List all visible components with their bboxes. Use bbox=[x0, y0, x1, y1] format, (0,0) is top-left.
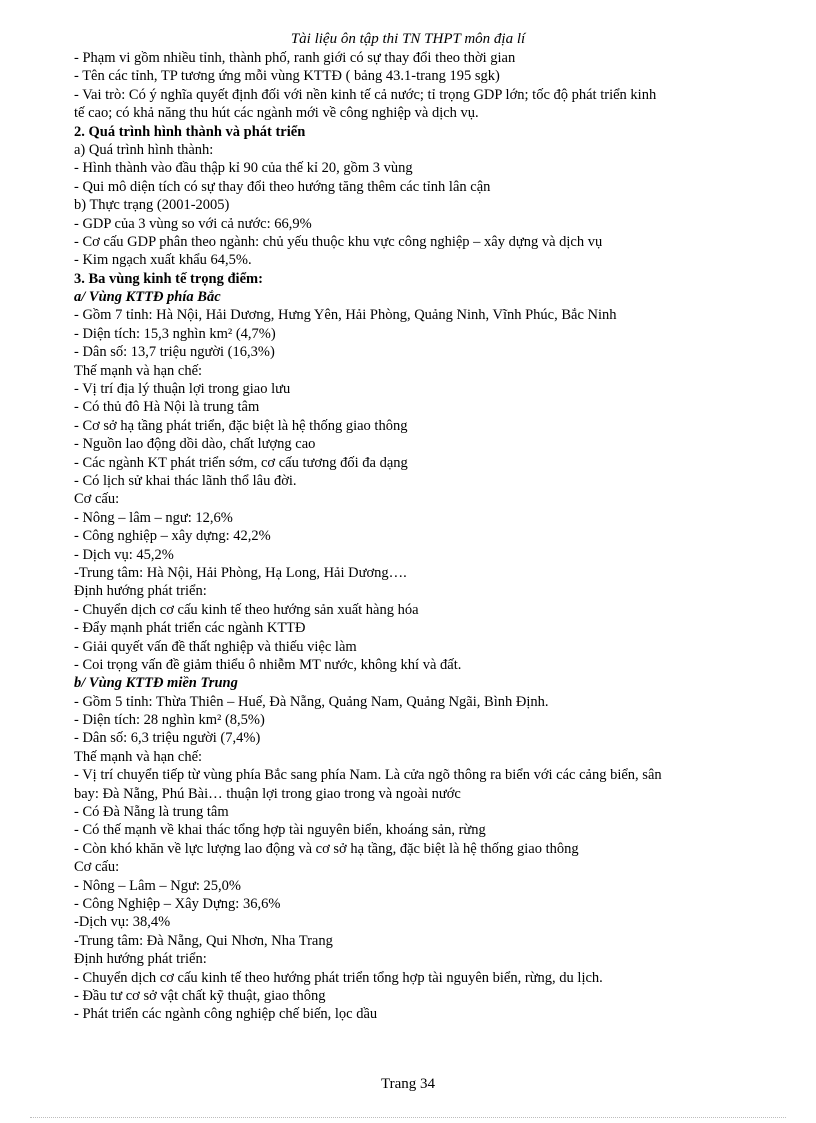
body-line: tế cao; có khả năng thu hút các ngành mới về công nghiệp và dịch vụ. bbox=[74, 105, 479, 122]
body-line: - Dân số: 6,3 triệu người (7,4%) bbox=[74, 730, 261, 747]
body-line: - Gồm 5 tỉnh: Thừa Thiên – Huế, Đà Nẵng, Quảng Nam, Quảng Ngãi, Bình Định. bbox=[74, 693, 549, 710]
body-line: - Hình thành vào đầu thập kỉ 90 của thế kỉ 20, gồm 3 vùng bbox=[74, 160, 413, 177]
body-line: - Nguồn lao động dồi dào, chất lượng cao bbox=[74, 436, 316, 453]
section-heading: 2. Quá trình hình thành và phát triển bbox=[74, 123, 306, 140]
body-line: - Cơ sở hạ tầng phát triển, đặc biệt là hệ thống giao thông bbox=[74, 417, 408, 434]
section-heading: 3. Ba vùng kinh tế trọng điểm: bbox=[74, 270, 263, 287]
body-line: Thế mạnh và hạn chế: bbox=[74, 362, 203, 379]
body-line: - Dân số: 13,7 triệu người (16,3%) bbox=[74, 344, 275, 361]
body-line: - GDP của 3 vùng so với cả nước: 66,9% bbox=[74, 215, 312, 232]
body-line: - Đầu tư cơ sở vật chất kỹ thuật, giao thông bbox=[74, 987, 326, 1004]
body-line: Cơ cấu: bbox=[74, 491, 120, 508]
body-line: - Có thủ đô Hà Nội là trung tâm bbox=[74, 399, 260, 416]
body-line: - Có lịch sử khai thác lãnh thổ lâu đời. bbox=[74, 472, 297, 489]
page-number: Trang 34 bbox=[380, 1076, 436, 1092]
body-line: bay: Đà Nẵng, Phú Bài… thuận lợi trong giao trong và ngoài nước bbox=[74, 785, 461, 802]
body-line: -Trung tâm: Đà Nẵng, Qui Nhơn, Nha Trang bbox=[74, 932, 333, 949]
body-line: Thế mạnh và hạn chế: bbox=[74, 748, 203, 765]
page-header: Tài liệu ôn tập thi TN THPT môn địa lí bbox=[290, 31, 526, 47]
page-bottom-divider bbox=[30, 1117, 786, 1118]
body-line: - Có thế mạnh về khai thác tổng hợp tài nguyên biển, khoáng sản, rừng bbox=[74, 822, 486, 839]
body-line: - Phát triển các ngành công nghiệp chế biến, lọc dầu bbox=[74, 1006, 378, 1023]
body-line: - Đẩy mạnh phát triển các ngành KTTĐ bbox=[74, 620, 306, 637]
body-line: - Kim ngạch xuất khẩu 64,5%. bbox=[74, 252, 252, 269]
body-line: - Các ngành KT phát triển sớm, cơ cấu tương đối đa dạng bbox=[74, 454, 408, 471]
body-line: Định hướng phát triển: bbox=[74, 951, 207, 968]
body-line: - Chuyển dịch cơ cấu kinh tế theo hướng phát triển tổng hợp tài nguyên biển, rừng, du lịch. bbox=[74, 969, 603, 986]
body-line: - Công nghiệp – xây dựng: 42,2% bbox=[74, 528, 271, 545]
body-line: - Vị trí chuyển tiếp từ vùng phía Bắc sang phía Nam. Là cửa ngõ thông ra biển với các cảng biển, sân bbox=[74, 767, 662, 784]
body-line: - Nông – lâm – ngư: 12,6% bbox=[74, 509, 233, 526]
body-line: - Dịch vụ: 45,2% bbox=[74, 546, 174, 563]
body-line: - Diện tích: 28 nghìn km² (8,5%) bbox=[74, 712, 265, 729]
body-line: - Tên các tỉnh, TP tương ứng mỗi vùng KTTĐ ( bảng 43.1-trang 195 sgk) bbox=[74, 68, 500, 85]
body-line: - Giải quyết vấn đề thất nghiệp và thiếu việc làm bbox=[74, 638, 357, 655]
body-line: - Nông – Lâm – Ngư: 25,0% bbox=[74, 877, 241, 894]
body-line: a) Quá trình hình thành: bbox=[74, 141, 214, 158]
body-line: b) Thực trạng (2001-2005) bbox=[74, 197, 230, 214]
body-line: - Diện tích: 15,3 nghìn km² (4,7%) bbox=[74, 325, 276, 342]
subsection-heading: b/ Vùng KTTĐ miền Trung bbox=[74, 675, 238, 692]
body-line: Định hướng phát triển: bbox=[74, 583, 207, 600]
subsection-heading: a/ Vùng KTTĐ phía Bắc bbox=[74, 289, 221, 306]
body-line: - Cơ cấu GDP phân theo ngành: chủ yếu thuộc khu vực công nghiệp – xây dựng và dịch vụ bbox=[74, 233, 603, 250]
body-line: - Còn khó khăn về lực lượng lao động và cơ sở hạ tầng, đặc biệt là hệ thống giao thông bbox=[74, 840, 579, 857]
body-line: Cơ cấu: bbox=[74, 859, 120, 876]
body-line: -Dịch vụ: 38,4% bbox=[74, 914, 171, 931]
body-line: - Gồm 7 tỉnh: Hà Nội, Hải Dương, Hưng Yên, Hải Phòng, Quảng Ninh, Vĩnh Phúc, Bắc Ninh bbox=[74, 307, 617, 324]
body-line: - Chuyển dịch cơ cấu kinh tế theo hướng sản xuất hàng hóa bbox=[74, 601, 419, 618]
body-line: - Vai trò: Có ý nghĩa quyết định đối với nền kinh tế cả nước; tỉ trọng GDP lớn; tốc độ phát triển kinh bbox=[74, 86, 657, 103]
body-line: - Có Đà Nẵng là trung tâm bbox=[74, 804, 229, 821]
document-body bbox=[74, 49, 746, 1024]
body-line: - Vị trí địa lý thuận lợi trong giao lưu bbox=[74, 381, 291, 398]
body-line: - Công Nghiệp – Xây Dựng: 36,6% bbox=[74, 895, 281, 912]
body-line: - Coi trọng vấn đề giảm thiểu ô nhiễm MT nước, không khí và đất. bbox=[74, 656, 462, 673]
body-line: - Qui mô diện tích có sự thay đổi theo hướng tăng thêm các tỉnh lân cận bbox=[74, 178, 491, 195]
body-line: -Trung tâm: Hà Nội, Hải Phòng, Hạ Long, Hải Dương…. bbox=[74, 564, 407, 581]
body-line: - Phạm vi gồm nhiều tỉnh, thành phố, ranh giới có sự thay đổi theo thời gian bbox=[74, 50, 516, 66]
